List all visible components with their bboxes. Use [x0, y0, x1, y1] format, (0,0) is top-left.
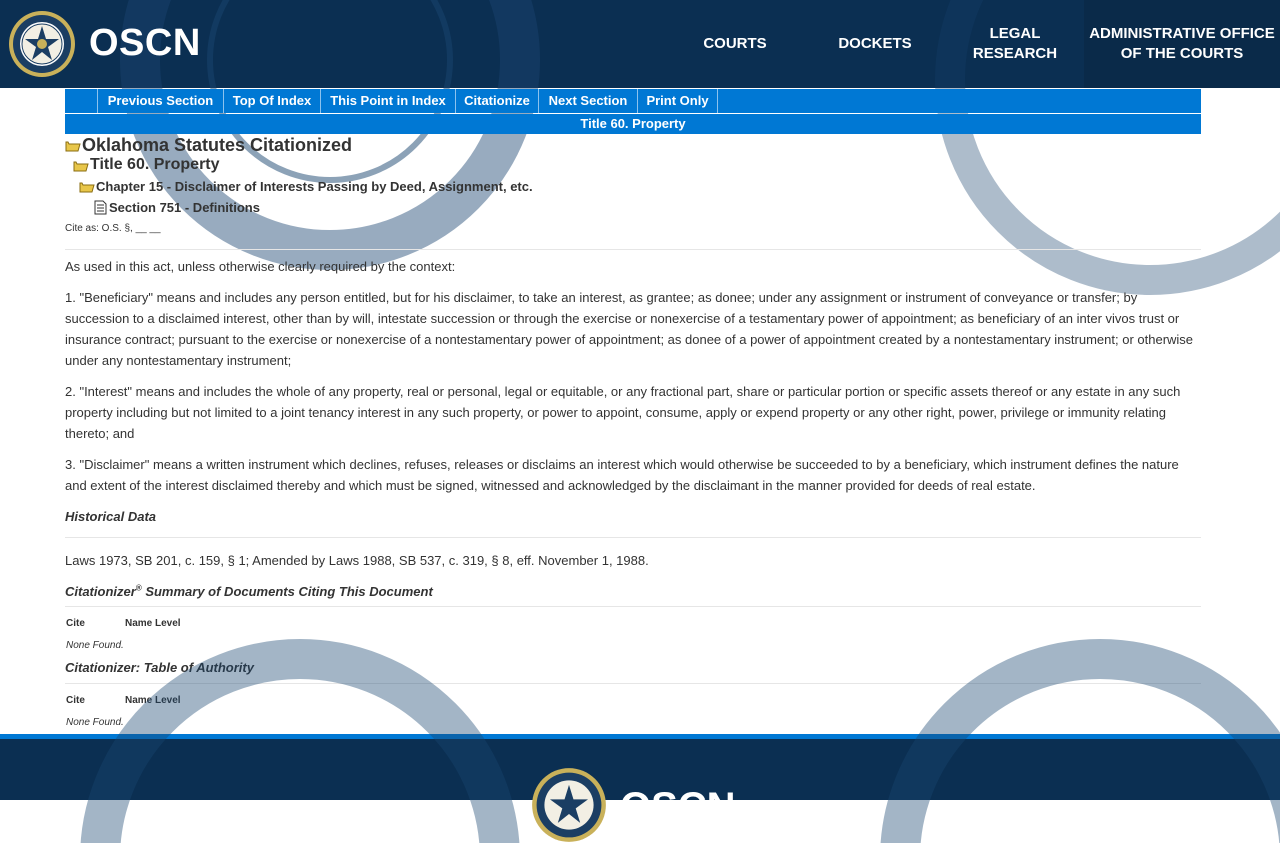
- breadcrumb-section[interactable]: [94, 198, 260, 216]
- next-section-button[interactable]: Next Section: [538, 89, 637, 113]
- nav-legal-line1: LEGAL: [989, 25, 1041, 42]
- authority-col-level: Level: [155, 695, 181, 706]
- print-only-button[interactable]: Print Only: [637, 89, 718, 113]
- citationize-button[interactable]: Citationize: [455, 89, 538, 113]
- document-icon: [94, 200, 107, 215]
- footer-seal-logo: [531, 767, 607, 843]
- top-of-index-button[interactable]: Top Of Index: [223, 89, 320, 113]
- site-header: [0, 0, 1280, 88]
- definition-beneficiary: 1. "Beneficiary" means and includes any person entitled, but for his disclaimer, to take an interest, as grantee; as donee; under any assignment or instrument of conveyance or transfer; by succession to a disclaimed interest, other than by will, intestate succession or through the exercise or nonexercise of a testamentary power of appointment; as beneficiary of an inter vivos trust or insurance contract; pursuant to the exercise or nonexercise of a nontestamentary power of appointment; as donee of a power of appointment created by a nontestamentary instrument; or otherwise under any nontestamentary instrument;: [65, 290, 1194, 368]
- citing-none-found: None Found.: [66, 640, 124, 651]
- authority-none-found: None Found.: [66, 717, 124, 728]
- nav-admin-line2: OF THE COURTS: [1120, 45, 1244, 62]
- breadcrumb-title-label: Title 60. Property: [90, 156, 220, 173]
- table-of-authority-heading: Citationizer: Table of Authority: [65, 660, 254, 675]
- citing-documents-heading: [65, 584, 433, 599]
- breadcrumb-chapter-label: Chapter 15 - Disclaimer of Interests Passing by Deed, Assignment, etc.: [96, 178, 533, 194]
- previous-section-button[interactable]: Previous Section: [97, 89, 223, 113]
- citing-heading-post: Summary of Documents Citing This Document: [141, 584, 433, 599]
- nav-admin-line1: ADMINISTRATIVE OFFICE: [1089, 25, 1275, 42]
- nav-dockets[interactable]: [805, 0, 945, 88]
- title-bar: Title 60. Property: [65, 114, 1201, 134]
- breadcrumb-section-label: Section 751 - Definitions: [109, 199, 260, 215]
- authority-col-cite: Cite: [66, 695, 85, 706]
- folder-open-icon: [73, 159, 89, 172]
- citing-col-cite: Cite: [66, 618, 85, 629]
- authority-col-name: Name: [125, 695, 153, 706]
- folder-open-icon: [79, 180, 95, 193]
- folder-open-icon: [65, 139, 81, 152]
- definition-disclaimer: 3. "Disclaimer" means a written instrument which declines, refuses, releases or disclaims an interest which would otherwise be succeeded to by a beneficiary, which instrument defines the nature and extent of the interest disclaimed thereby and which must be signed, witnessed and acknowledged by the disclaimant in the manner provided for deeds of real estate.: [65, 457, 1179, 493]
- site-footer: [0, 739, 1280, 829]
- citing-col-name: Name: [125, 618, 153, 629]
- citing-heading-pre: Citationizer: [65, 584, 136, 599]
- nav-administrative-office[interactable]: [1084, 0, 1280, 88]
- this-point-in-index-button[interactable]: This Point in Index: [320, 89, 455, 113]
- section-toolbar: [65, 89, 1201, 113]
- cite-as-text: Cite as: O.S. §, __ __: [65, 223, 161, 234]
- registered-mark: ®: [135, 583, 142, 593]
- supreme-court-seal-logo[interactable]: [8, 10, 76, 78]
- divider: [65, 537, 1201, 538]
- definition-interest: 2. "Interest" means and includes the whole of any property, real or personal, legal or equitable, or any fractional part, share or particular portion or specific assets thereof or any estate in any such property including but not limited to a joint tenancy interest in any such property, or power to appoint, consume, apply or expend property or any other right, power, privilege or immunity relating thereto; and: [65, 384, 1181, 441]
- breadcrumb-root[interactable]: [65, 134, 352, 156]
- breadcrumb-chapter[interactable]: [79, 177, 533, 195]
- breadcrumb-title[interactable]: [73, 155, 220, 175]
- statute-intro: As used in this act, unless otherwise clearly required by the context:: [65, 259, 456, 274]
- nav-courts-label: COURTS: [703, 35, 767, 52]
- nav-dockets-label: DOCKETS: [838, 35, 912, 52]
- citing-col-level: Level: [155, 618, 181, 629]
- divider: [65, 249, 1201, 250]
- nav-courts[interactable]: [665, 0, 805, 88]
- nav-legal-line2: RESEARCH: [972, 45, 1058, 62]
- divider: [65, 606, 1201, 607]
- historical-data-text: Laws 1973, SB 201, c. 159, § 1; Amended by Laws 1988, SB 537, c. 319, § 8, eff. November 1, 1988.: [65, 553, 649, 568]
- historical-data-heading: Historical Data: [65, 509, 157, 524]
- site-brand-oscn[interactable]: OSCN: [89, 22, 201, 64]
- breadcrumb-root-label: Oklahoma Statutes Citationized: [82, 134, 353, 155]
- nav-legal-research[interactable]: [945, 0, 1085, 88]
- footer-brand: OSCN: [620, 785, 736, 829]
